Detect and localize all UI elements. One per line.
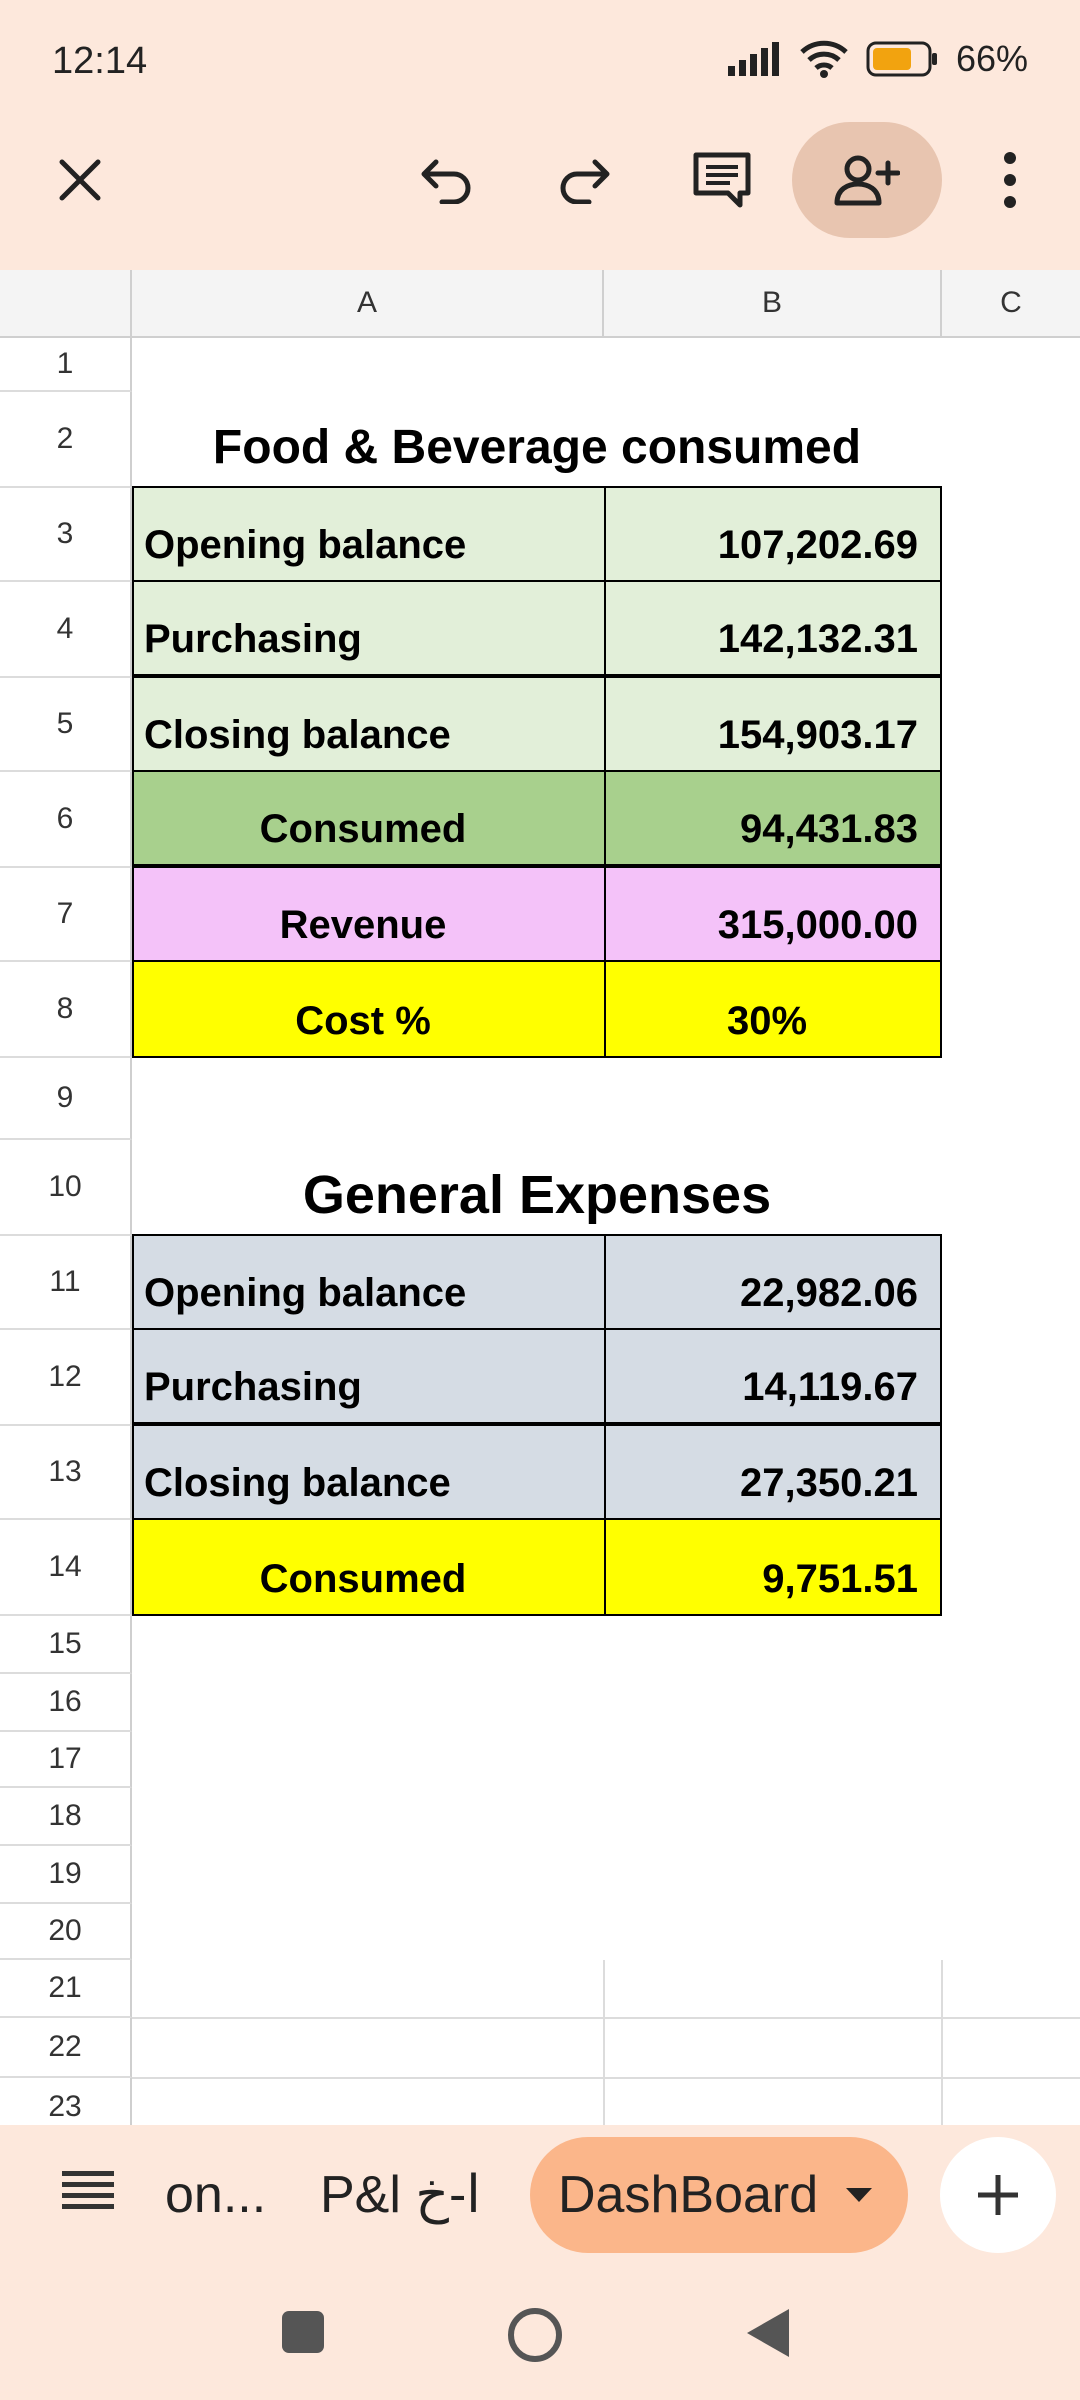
row-header[interactable]: 23 xyxy=(0,2078,132,2125)
row-header[interactable]: 2 xyxy=(0,392,132,488)
toolbar xyxy=(0,120,1080,270)
row-header[interactable]: 21 xyxy=(0,1960,132,2018)
cell-a3[interactable]: Opening balance xyxy=(132,486,606,582)
cell-a4[interactable]: Purchasing xyxy=(132,580,606,676)
cell-b7[interactable]: 315,000.00 xyxy=(604,866,942,962)
gridline xyxy=(941,1960,943,2125)
cell-b12[interactable]: 14,119.67 xyxy=(604,1328,942,1424)
cell-a5[interactable]: Closing balance xyxy=(132,676,606,772)
gridline xyxy=(132,2077,1080,2079)
cell-a11[interactable]: Opening balance xyxy=(132,1234,606,1330)
cell-a13[interactable]: Closing balance xyxy=(132,1424,606,1520)
sheet-tab-1[interactable]: on... xyxy=(165,2166,267,2224)
comment-icon xyxy=(692,151,752,209)
close-icon xyxy=(56,156,104,204)
cell-b11[interactable]: 22,982.06 xyxy=(604,1234,942,1330)
comment-button[interactable] xyxy=(680,120,764,240)
sheet-tab-2[interactable]: P&l ا-خ xyxy=(320,2166,481,2224)
more-options-button[interactable] xyxy=(990,120,1030,240)
row-header[interactable]: 7 xyxy=(0,868,132,962)
add-sheet-button[interactable] xyxy=(940,2137,1056,2253)
redo-button[interactable] xyxy=(542,120,626,240)
row-header[interactable]: 14 xyxy=(0,1520,132,1616)
home-button[interactable] xyxy=(505,2305,565,2365)
cell-b4[interactable]: 142,132.31 xyxy=(604,580,942,676)
row-header[interactable]: 19 xyxy=(0,1846,132,1904)
cell-b8[interactable]: 30% xyxy=(604,960,942,1058)
plus-icon xyxy=(975,2172,1021,2218)
row-header[interactable]: 6 xyxy=(0,772,132,868)
row-header[interactable]: 9 xyxy=(0,1058,132,1140)
row-header[interactable]: 20 xyxy=(0,1904,132,1960)
status-bar xyxy=(0,0,1080,120)
row-header[interactable]: 22 xyxy=(0,2018,132,2078)
undo-icon xyxy=(420,156,474,204)
cell-a14[interactable]: Consumed xyxy=(132,1518,606,1616)
cell-b6[interactable]: 94,431.83 xyxy=(604,770,942,866)
column-header-b[interactable]: B xyxy=(604,270,942,338)
add-person-icon xyxy=(834,153,900,207)
sheet-tabs-bar xyxy=(0,2125,1080,2265)
row-header[interactable]: 8 xyxy=(0,962,132,1058)
all-sheets-button[interactable] xyxy=(60,2165,124,2225)
row-header[interactable]: 18 xyxy=(0,1788,132,1846)
home-circle-icon xyxy=(505,2305,565,2365)
row-header[interactable]: 13 xyxy=(0,1426,132,1520)
row-header[interactable]: 4 xyxy=(0,582,132,678)
cell-a7[interactable]: Revenue xyxy=(132,866,606,962)
cell-b5[interactable]: 154,903.17 xyxy=(604,676,942,772)
row-header[interactable]: 10 xyxy=(0,1140,132,1236)
row-header[interactable]: 12 xyxy=(0,1330,132,1426)
sheet-tab-active[interactable] xyxy=(530,2137,908,2253)
food-beverage-title: Food & Beverage consumed xyxy=(212,421,862,474)
more-vert-icon xyxy=(1002,152,1018,208)
row-header[interactable]: 16 xyxy=(0,1674,132,1732)
cell-b3[interactable]: 107,202.69 xyxy=(604,486,942,582)
back-triangle-icon xyxy=(745,2307,791,2359)
cell-a6[interactable]: Consumed xyxy=(132,770,606,866)
share-button[interactable] xyxy=(792,122,942,238)
general-expenses-title: General Expenses xyxy=(302,1165,772,1225)
spreadsheet-grid[interactable] xyxy=(0,270,1080,2125)
chevron-down-icon xyxy=(844,2186,874,2204)
back-button[interactable] xyxy=(745,2307,791,2359)
select-all-corner[interactable] xyxy=(0,270,132,338)
battery-percent: 66% xyxy=(955,38,1028,79)
row-header[interactable]: 17 xyxy=(0,1732,132,1788)
row-header[interactable]: 11 xyxy=(0,1236,132,1330)
signal-icon xyxy=(728,42,782,76)
cell-b13[interactable]: 27,350.21 xyxy=(604,1424,942,1520)
battery-icon xyxy=(866,41,938,77)
undo-button[interactable] xyxy=(405,120,489,240)
gridline xyxy=(603,1960,605,2125)
menu-icon xyxy=(60,2165,116,2217)
active-tab-label: DashBoard xyxy=(558,2166,819,2224)
row-header[interactable]: 5 xyxy=(0,678,132,772)
status-time: 12:14 xyxy=(52,40,148,82)
close-button[interactable] xyxy=(40,120,120,240)
column-header-c[interactable]: C xyxy=(942,270,1080,338)
row-header[interactable]: 3 xyxy=(0,488,132,582)
cell-b14[interactable]: 9,751.51 xyxy=(604,1518,942,1616)
row-header[interactable]: 1 xyxy=(0,338,132,392)
column-header-a[interactable]: A xyxy=(132,270,604,338)
recents-button[interactable] xyxy=(280,2309,326,2355)
wifi-icon xyxy=(800,40,848,78)
cell-a12[interactable]: Purchasing xyxy=(132,1328,606,1424)
navigation-bar xyxy=(0,2265,1080,2400)
cell-a8[interactable]: Cost % xyxy=(132,960,606,1058)
gridline xyxy=(132,2017,1080,2019)
row-header[interactable]: 15 xyxy=(0,1616,132,1674)
square-icon xyxy=(280,2309,326,2355)
redo-icon xyxy=(557,156,611,204)
